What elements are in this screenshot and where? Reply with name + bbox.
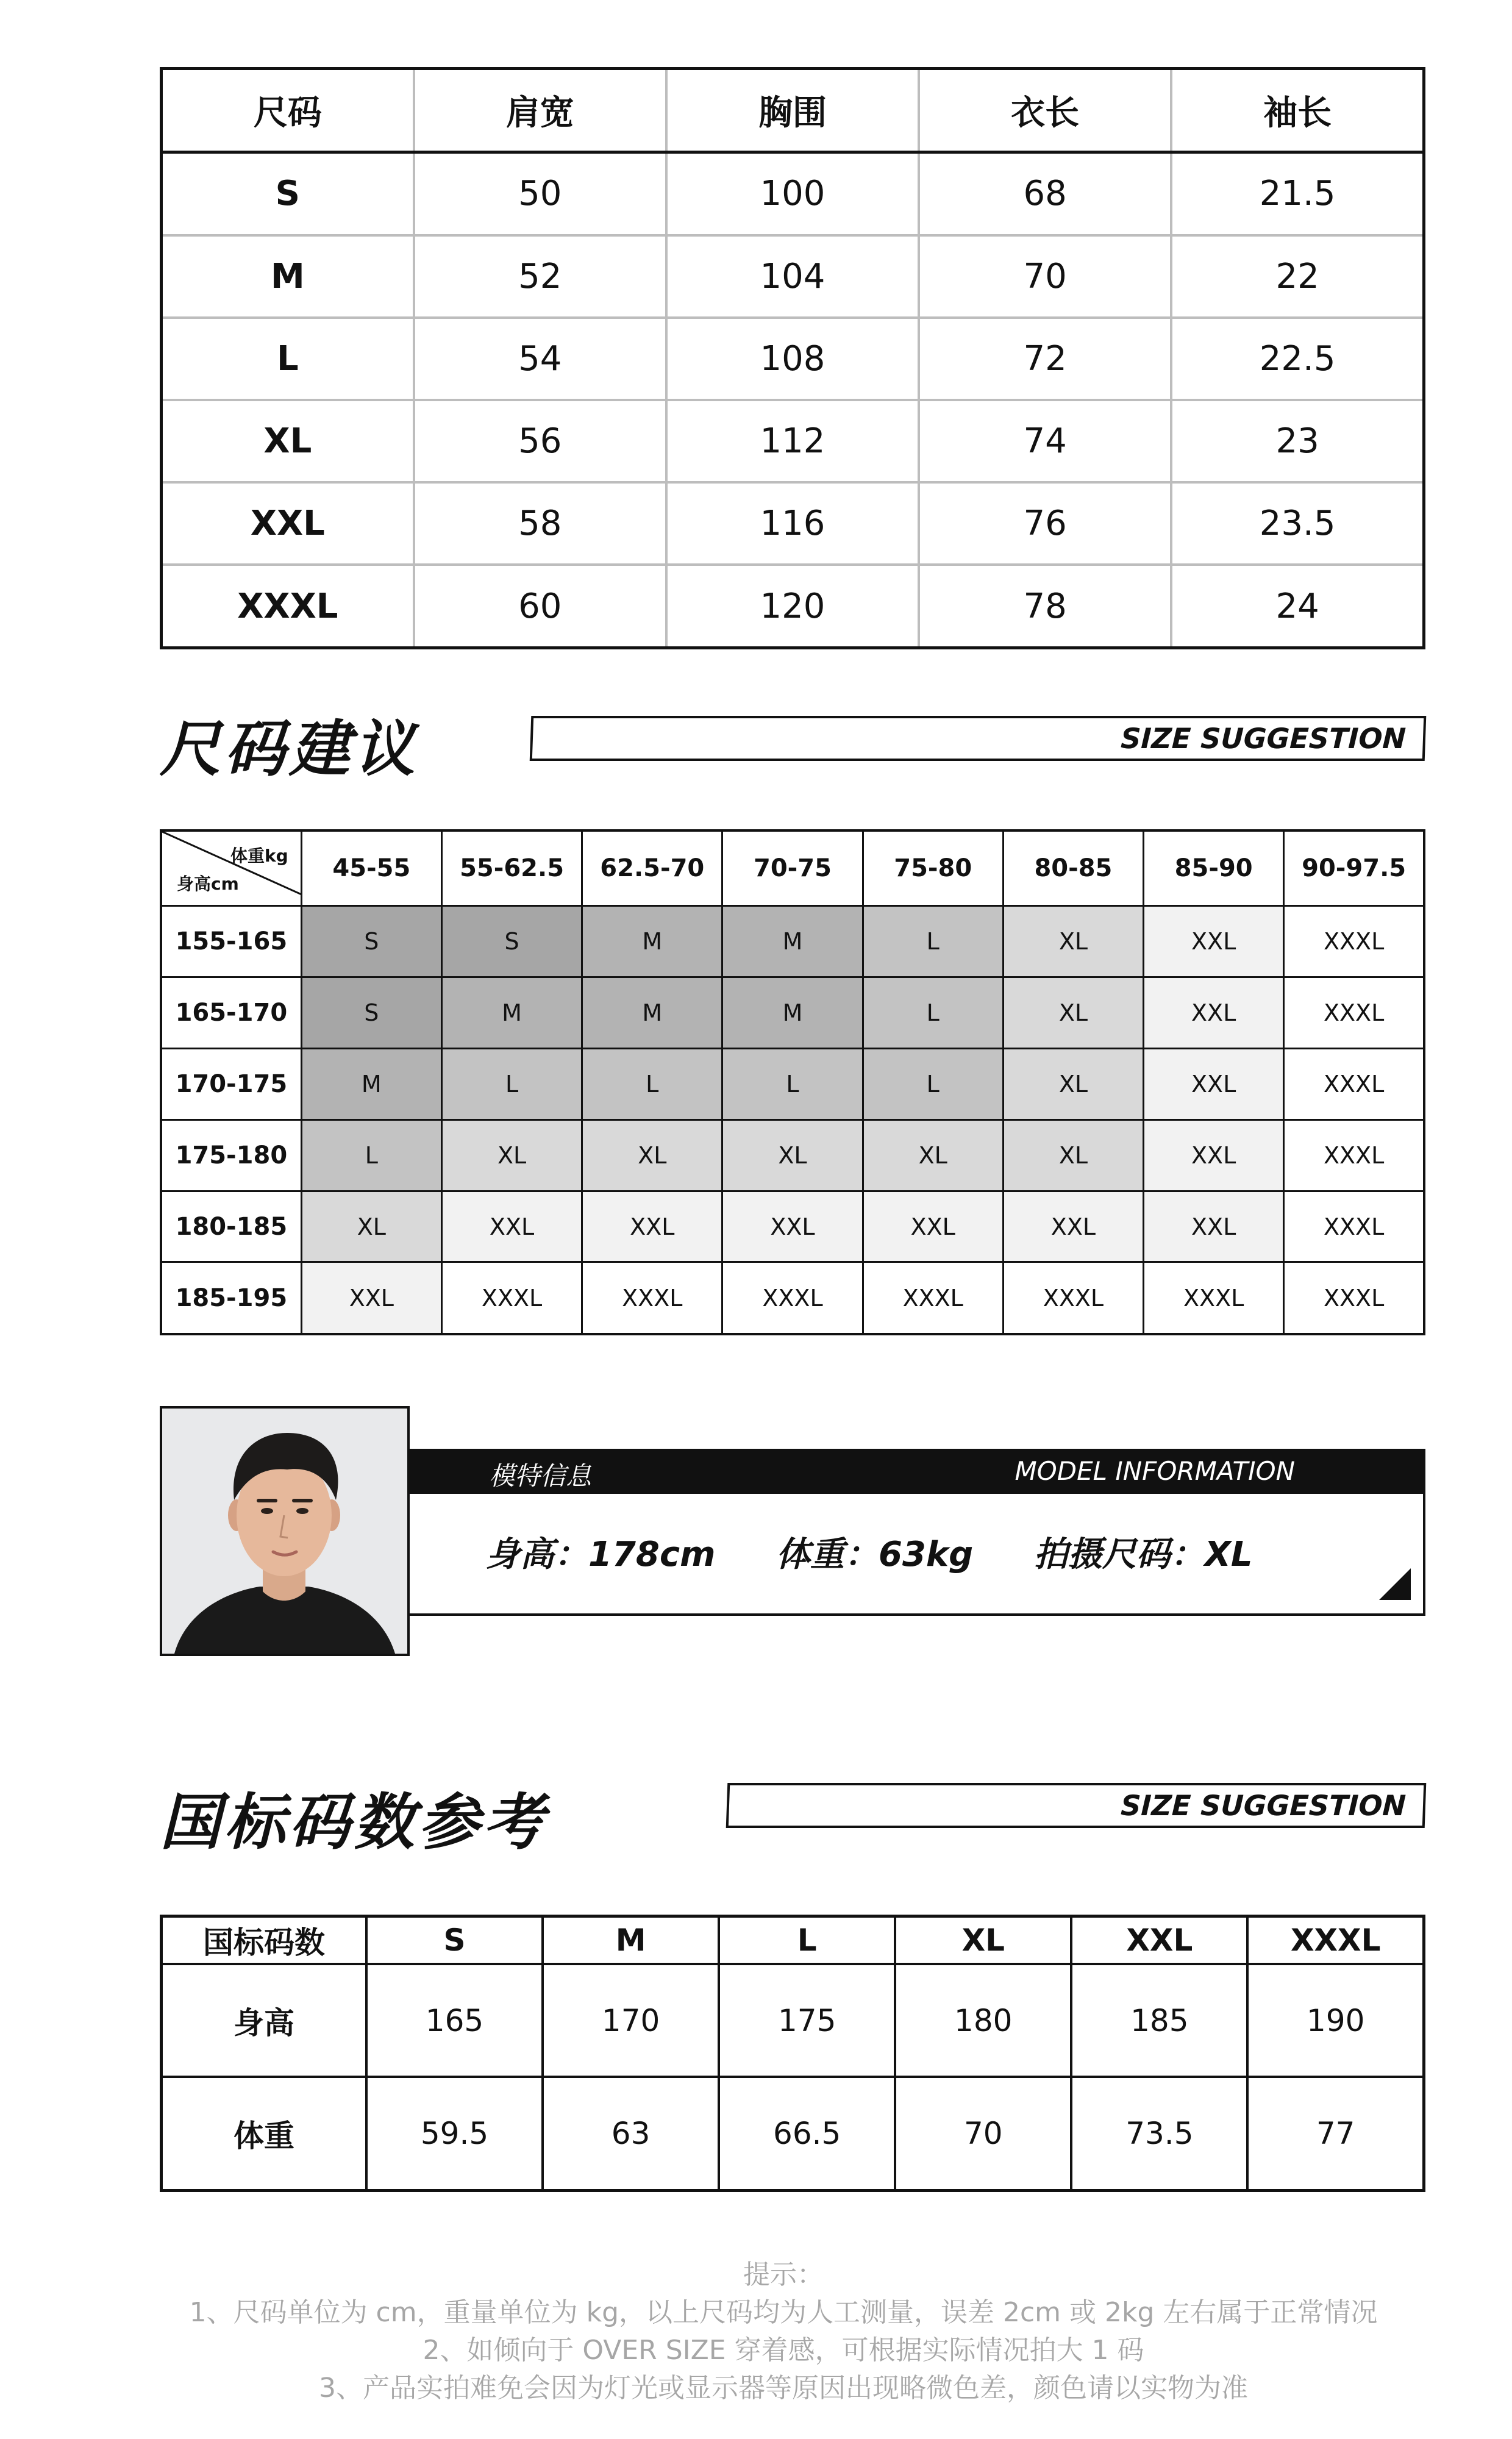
size-table-header: 袖长 xyxy=(1171,69,1424,152)
table-row xyxy=(162,152,1424,235)
suggested-size-cell: XXL xyxy=(722,1191,863,1262)
suggested-size-cell: XXXL xyxy=(1144,1262,1284,1334)
height-range-label: 175-180 xyxy=(161,1120,301,1191)
suggested-size-cell: XXL xyxy=(441,1191,582,1262)
table-row xyxy=(162,2077,1424,2190)
size-table-header-row xyxy=(162,69,1424,152)
suggested-size-cell: XL xyxy=(1003,1120,1143,1191)
height-range-label: 165-170 xyxy=(161,977,301,1048)
table-cell: 116 xyxy=(666,482,919,565)
national-header: M xyxy=(543,1916,719,1965)
suggested-size-cell: XXXL xyxy=(582,1262,722,1334)
notes-line: 2、如倾向于 OVER SIZE 穿着感，可根据实际情况拍大 1 码 xyxy=(423,2335,1144,2366)
suggested-size-cell: XXXL xyxy=(863,1262,1003,1334)
table-row xyxy=(162,235,1424,318)
suggested-size-cell: L xyxy=(582,1048,722,1120)
table-row xyxy=(162,565,1424,648)
national-size-table xyxy=(160,1915,1425,2192)
weight-range-header: 85-90 xyxy=(1144,830,1284,906)
national-header-row xyxy=(162,1916,1424,1965)
suggested-size-cell: XL xyxy=(1003,977,1143,1048)
table-row xyxy=(161,1191,1424,1262)
model-photo xyxy=(160,1406,410,1656)
table-cell: 22.5 xyxy=(1171,318,1424,400)
table-cell: 74 xyxy=(919,400,1171,482)
national-header: XXXL xyxy=(1247,1916,1424,1965)
suggested-size-cell: L xyxy=(722,1048,863,1120)
weight-range-header: 45-55 xyxy=(301,830,441,906)
table-row xyxy=(162,482,1424,565)
suggested-size-cell: XXL xyxy=(1144,906,1284,977)
model-height: 身高：178cm xyxy=(486,1535,716,1574)
size-label: S xyxy=(162,152,414,235)
corner-triangle-icon xyxy=(1379,1568,1411,1600)
national-header: L xyxy=(719,1916,895,1965)
table-cell: 112 xyxy=(666,400,919,482)
table-row xyxy=(162,400,1424,482)
suggested-size-cell: XL xyxy=(582,1120,722,1191)
table-cell: 54 xyxy=(414,318,666,400)
table-cell: 108 xyxy=(666,318,919,400)
size-label: XXXL xyxy=(162,565,414,648)
notes-title: 提示： xyxy=(743,2259,824,2290)
weight-range-header: 75-80 xyxy=(863,830,1003,906)
table-cell: 66.5 xyxy=(719,2077,895,2190)
suggested-size-cell: XXXL xyxy=(1284,1191,1424,1262)
suggested-size-cell: L xyxy=(301,1120,441,1191)
table-cell: 52 xyxy=(414,235,666,318)
suggested-size-cell: XXL xyxy=(1144,1191,1284,1262)
suggested-size-cell: XXXL xyxy=(1003,1262,1143,1334)
table-cell: 100 xyxy=(666,152,919,235)
table-cell: 23 xyxy=(1171,400,1424,482)
size-measurement-table xyxy=(160,67,1425,649)
suggested-size-cell: XL xyxy=(722,1120,863,1191)
table-row xyxy=(161,1262,1424,1334)
size-table-header: 胸围 xyxy=(666,69,919,152)
table-cell: 21.5 xyxy=(1171,152,1424,235)
size-table-header: 肩宽 xyxy=(414,69,666,152)
suggested-size-cell: XXL xyxy=(582,1191,722,1262)
suggested-size-cell: XL xyxy=(863,1120,1003,1191)
suggested-size-cell: M xyxy=(722,906,863,977)
suggested-size-cell: M xyxy=(441,977,582,1048)
table-cell: 50 xyxy=(414,152,666,235)
table-cell: 185 xyxy=(1071,1964,1247,2077)
table-cell: 73.5 xyxy=(1071,2077,1247,2190)
table-cell: 63 xyxy=(543,2077,719,2190)
suggested-size-cell: XL xyxy=(441,1120,582,1191)
suggested-size-cell: M xyxy=(722,977,863,1048)
size-label: XL xyxy=(162,400,414,482)
table-cell: 78 xyxy=(919,565,1171,648)
suggested-size-cell: L xyxy=(863,1048,1003,1120)
height-range-label: 170-175 xyxy=(161,1048,301,1120)
model-info-box xyxy=(410,1449,1425,1616)
table-cell: 23.5 xyxy=(1171,482,1424,565)
notes-line: 1、尺码单位为 cm，重量单位为 kg，以上尺码均为人工测量，误差 2cm 或 2kg 左右属于正常情况 xyxy=(189,2297,1378,2328)
model-size: 拍摄尺码：XL xyxy=(1033,1535,1253,1574)
suggested-size-cell: M xyxy=(582,906,722,977)
table-row xyxy=(161,977,1424,1048)
weight-range-header: 90-97.5 xyxy=(1284,830,1424,906)
national-header: XXL xyxy=(1071,1916,1247,1965)
national-row-label: 体重 xyxy=(162,2077,367,2190)
size-label: M xyxy=(162,235,414,318)
suggested-size-cell: M xyxy=(582,977,722,1048)
suggested-size-cell: XL xyxy=(1003,1048,1143,1120)
suggested-size-cell: S xyxy=(441,906,582,977)
height-range-label: 155-165 xyxy=(161,906,301,977)
table-row xyxy=(162,318,1424,400)
table-cell: 76 xyxy=(919,482,1171,565)
table-cell: 170 xyxy=(543,1964,719,2077)
table-cell: 180 xyxy=(895,1964,1071,2077)
suggestion-section-tag: SIZE SUGGESTION xyxy=(530,716,1427,761)
national-section-title: 国标码数参考 xyxy=(160,1787,547,1858)
suggested-size-cell: XXL xyxy=(301,1262,441,1334)
suggested-size-cell: M xyxy=(301,1048,441,1120)
table-cell: 58 xyxy=(414,482,666,565)
height-range-label: 185-195 xyxy=(161,1262,301,1334)
table-cell: 24 xyxy=(1171,565,1424,648)
table-row xyxy=(162,1964,1424,2077)
suggested-size-cell: XXL xyxy=(1144,1120,1284,1191)
table-cell: 70 xyxy=(895,2077,1071,2190)
model-portrait-image xyxy=(162,1409,407,1654)
table-cell: 165 xyxy=(366,1964,543,2077)
model-info-header-bar xyxy=(410,1451,1423,1494)
national-header: S xyxy=(366,1916,543,1965)
table-cell: 56 xyxy=(414,400,666,482)
size-table-header: 衣长 xyxy=(919,69,1171,152)
table-cell: 60 xyxy=(414,565,666,648)
suggested-size-cell: XXXL xyxy=(1284,977,1424,1048)
suggestion-section-title: 尺码建议 xyxy=(160,713,418,785)
suggested-size-cell: XL xyxy=(301,1191,441,1262)
suggested-size-cell: XXL xyxy=(1144,1048,1284,1120)
height-axis-label: 身高cm xyxy=(177,874,239,894)
table-cell: 70 xyxy=(919,235,1171,318)
notes-line: 3、产品实拍难免会因为灯光或显示器等原因出现略微色差，颜色请以实物为准 xyxy=(319,2373,1248,2404)
national-header: 国标码数 xyxy=(162,1916,367,1965)
suggested-size-cell: XXL xyxy=(1003,1191,1143,1262)
table-cell: 104 xyxy=(666,235,919,318)
suggested-size-cell: L xyxy=(863,977,1003,1048)
table-cell: 77 xyxy=(1247,2077,1424,2190)
table-cell: 22 xyxy=(1171,235,1424,318)
size-label: XXL xyxy=(162,482,414,565)
national-header: XL xyxy=(895,1916,1071,1965)
size-suggestion-table xyxy=(160,829,1425,1335)
suggested-size-cell: XXL xyxy=(863,1191,1003,1262)
weight-range-header: 70-75 xyxy=(722,830,863,906)
model-stats xyxy=(486,1527,1302,1576)
suggested-size-cell: XL xyxy=(1003,906,1143,977)
suggested-size-cell: L xyxy=(441,1048,582,1120)
table-cell: 190 xyxy=(1247,1964,1424,2077)
table-cell: 72 xyxy=(919,318,1171,400)
table-cell: 175 xyxy=(719,1964,895,2077)
suggested-size-cell: XXXL xyxy=(1284,1048,1424,1120)
national-row-label: 身高 xyxy=(162,1964,367,2077)
weight-range-header: 55-62.5 xyxy=(441,830,582,906)
weight-range-header: 80-85 xyxy=(1003,830,1143,906)
national-section-tag: SIZE SUGGESTION xyxy=(726,1783,1427,1828)
suggested-size-cell: L xyxy=(863,906,1003,977)
table-row xyxy=(161,1120,1424,1191)
weight-axis-label: 体重kg xyxy=(230,846,288,866)
suggested-size-cell: XXXL xyxy=(722,1262,863,1334)
suggestion-header-row xyxy=(161,830,1424,906)
suggested-size-cell: S xyxy=(301,977,441,1048)
table-cell: 59.5 xyxy=(366,2077,543,2190)
height-range-label: 180-185 xyxy=(161,1191,301,1262)
table-cell: 68 xyxy=(919,152,1171,235)
table-row xyxy=(161,1048,1424,1120)
notes-block xyxy=(0,2256,1512,2407)
suggested-size-cell: XXXL xyxy=(1284,1120,1424,1191)
model-info-label-cn: 模特信息 xyxy=(489,1461,592,1491)
model-info-label-en: MODEL INFORMATION xyxy=(1015,1456,1295,1486)
size-label: L xyxy=(162,318,414,400)
suggested-size-cell: XXXL xyxy=(441,1262,582,1334)
suggested-size-cell: S xyxy=(301,906,441,977)
table-cell: 120 xyxy=(666,565,919,648)
suggested-size-cell: XXXL xyxy=(1284,1262,1424,1334)
model-weight: 体重：63kg xyxy=(776,1535,974,1574)
suggested-size-cell: XXL xyxy=(1144,977,1284,1048)
size-table-header: 尺码 xyxy=(162,69,414,152)
weight-height-corner-cell xyxy=(161,830,301,906)
suggested-size-cell: XXXL xyxy=(1284,906,1424,977)
table-row xyxy=(161,906,1424,977)
weight-range-header: 62.5-70 xyxy=(582,830,722,906)
